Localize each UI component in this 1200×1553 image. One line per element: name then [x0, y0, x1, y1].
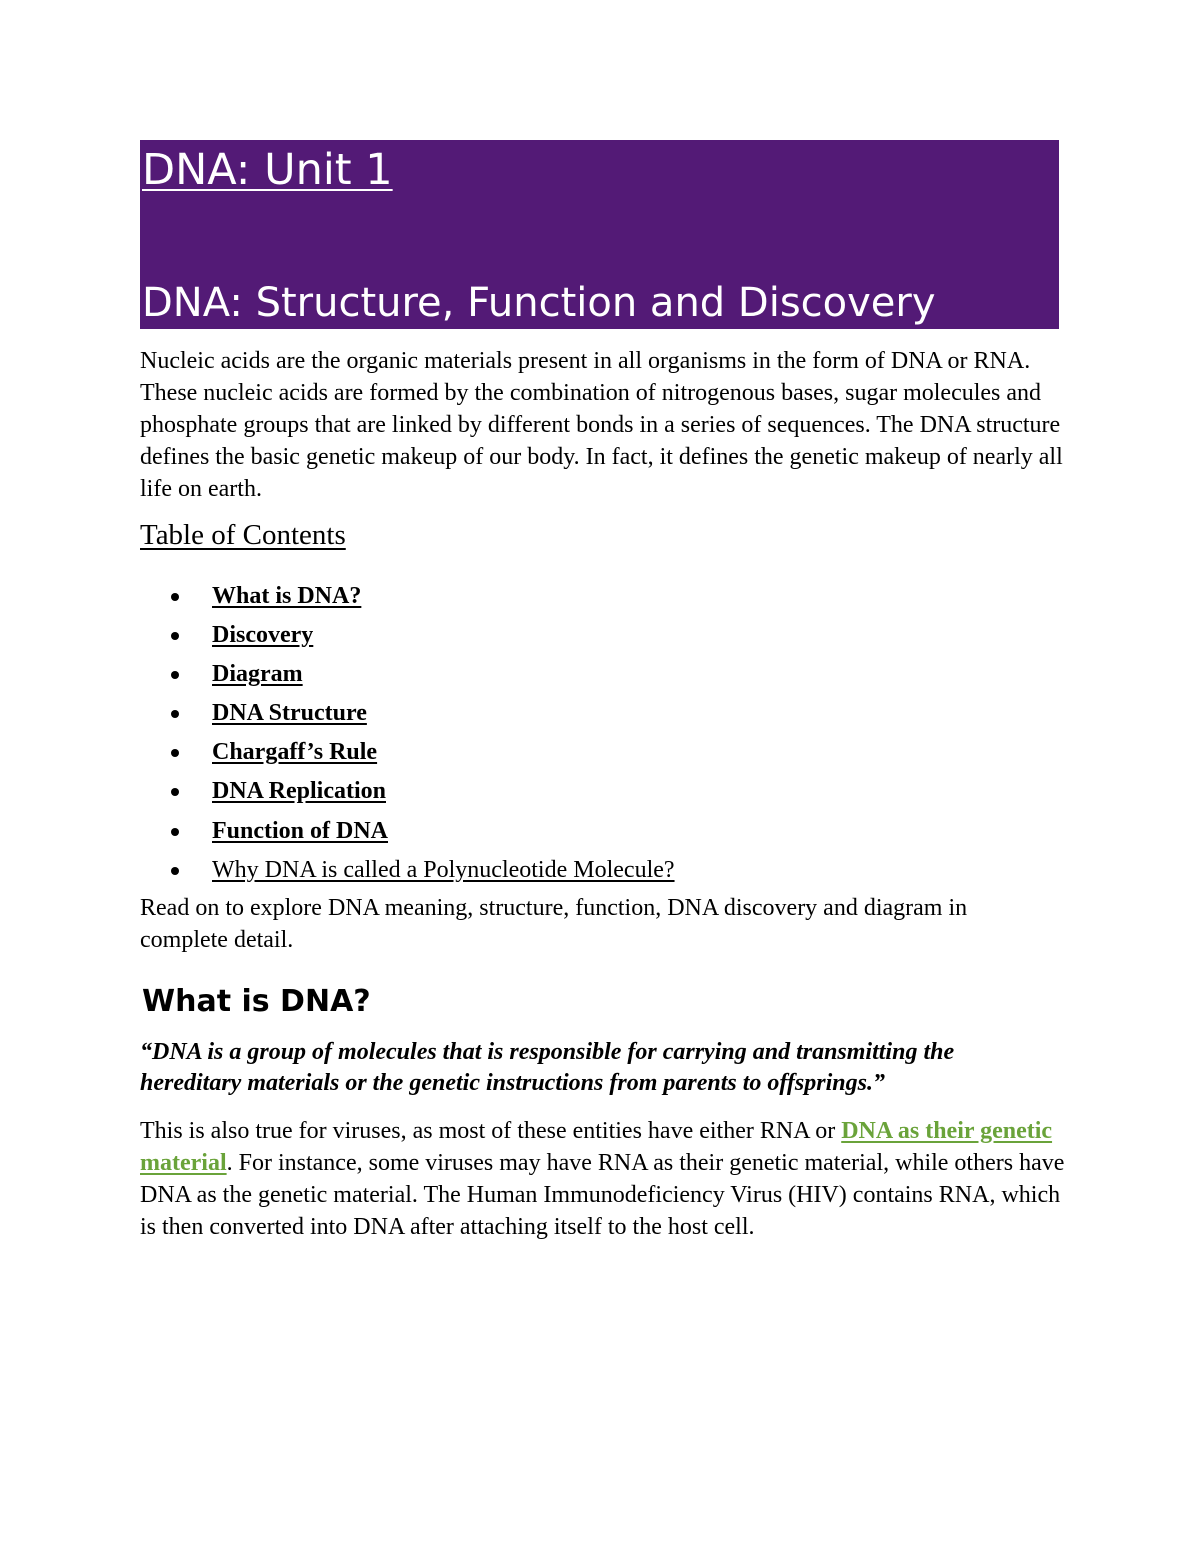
toc-list	[140, 580, 675, 893]
toc-link-chargaffs-rule[interactable]: Chargaff’s Rule	[212, 739, 378, 766]
unit-title: DNA: Unit 1	[142, 145, 393, 195]
definition-quote: “DNA is a group of molecules that is responsible for carrying and transmitting the hereditary materials or the genetic instructions from parents to offsprings.”	[140, 1039, 955, 1096]
virus-paragraph	[140, 1115, 1065, 1243]
bullet-icon	[171, 828, 179, 836]
bullet-icon	[171, 867, 179, 875]
list-item	[140, 775, 675, 814]
bullet-icon	[171, 632, 179, 640]
list-item	[140, 736, 675, 775]
list-item	[140, 619, 675, 658]
toc-link-polynucleotide[interactable]: Why DNA is called a Polynucleotide Molecule?	[212, 856, 675, 883]
toc-link-function-of-dna[interactable]: Function of DNA	[212, 817, 389, 844]
bullet-icon	[171, 710, 179, 718]
list-item	[140, 580, 675, 619]
toc-link-what-is-dna[interactable]: What is DNA?	[212, 583, 362, 609]
read-on-paragraph: Read on to explore DNA meaning, structure, function, DNA discovery and diagram in complete detail.	[140, 895, 968, 953]
page-title: DNA: Structure, Function and Discovery	[142, 280, 936, 326]
toc-link-dna-replication[interactable]: DNA Replication	[212, 778, 386, 805]
list-item	[140, 854, 675, 893]
virus-text-before-link: This is also true for viruses, as most of these entities have either RNA or	[140, 1118, 842, 1144]
toc-heading: Table of Contents	[140, 519, 346, 551]
list-item	[140, 815, 675, 854]
genetic-material-link[interactable]: DNA as their genetic material	[140, 1118, 1053, 1176]
virus-text-after-link: . For instance, some viruses may have RNA as their genetic material, while others have DNA as the genetic material. The Human Immunodeficiency Virus (HIV) contains RNA, which is then converted into DNA after attaching itself to the host cell.	[140, 1150, 1065, 1240]
list-item	[140, 697, 675, 736]
intro-paragraph: Nucleic acids are the organic materials present in all organisms in the form of DNA or RNA. These nucleic acids are formed by the combination of nitrogenous bases, sugar molecules and phosphate groups that are linked by different bonds in a series of sequences. The DNA structure defines the basic genetic makeup of our body. In fact, it defines the genetic makeup of nearly all life on earth.	[140, 348, 1063, 502]
bullet-icon	[171, 593, 179, 601]
bullet-icon	[171, 671, 179, 679]
toc-link-discovery[interactable]: Discovery	[212, 622, 314, 649]
list-item	[140, 658, 675, 697]
bullet-icon	[171, 788, 179, 796]
document-page	[140, 140, 1065, 1240]
toc-link-diagram[interactable]: Diagram	[212, 661, 303, 688]
bullet-icon	[171, 749, 179, 757]
toc-link-dna-structure[interactable]: DNA Structure	[212, 700, 367, 727]
title-banner	[140, 140, 1059, 329]
section-heading-what-is-dna: What is DNA?	[142, 984, 371, 1019]
